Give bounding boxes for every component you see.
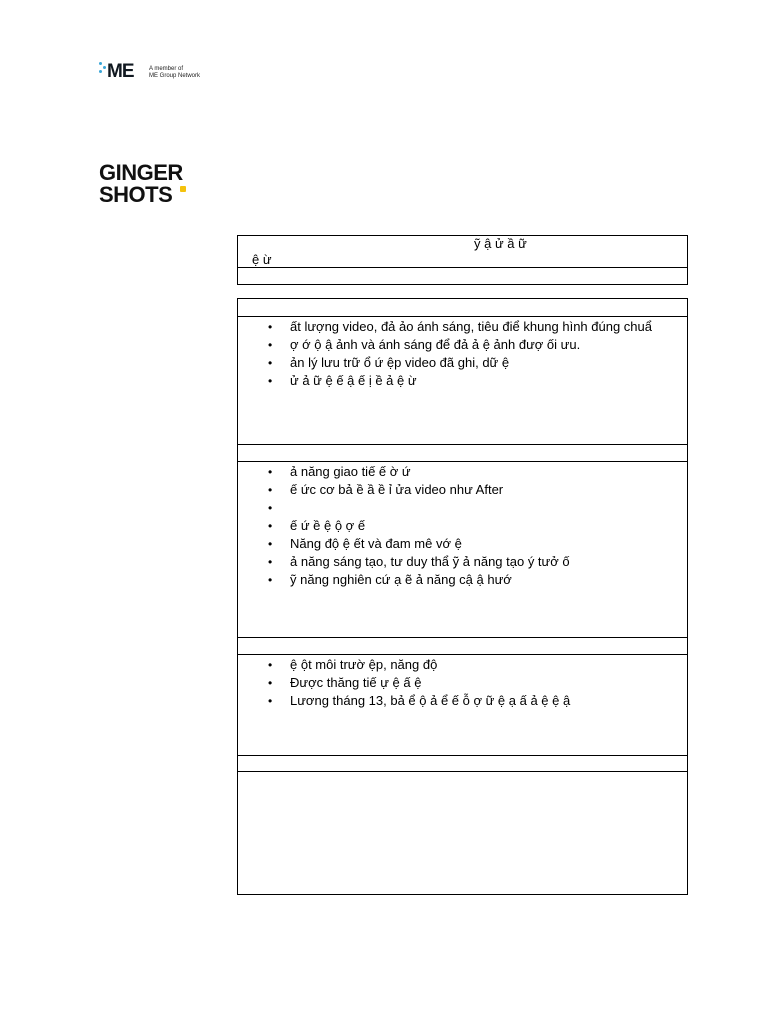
list-item: • ế ức cơ bả ề ầ ề ỉ ửa video như After — [252, 482, 683, 498]
me-logo-mark: ME — [107, 61, 134, 82]
requirements-header — [238, 445, 687, 462]
requirements-section — [237, 444, 688, 638]
brand-dot-icon — [180, 186, 186, 192]
brand-logo-line1: GINGER — [99, 160, 183, 185]
list-item: • ế ứ ề ệ ộ ợ ế — [252, 518, 683, 534]
benefits-header — [238, 638, 687, 655]
list-item: • ất lượng video, đả ảo ánh sáng, tiêu điể khung hình đúng chuẩ — [252, 319, 683, 335]
list-item: • Được thăng tiế ự ệ ấ ệ — [252, 675, 683, 691]
job-title-box — [237, 235, 688, 285]
job-title-row — [238, 236, 687, 268]
me-group-logo — [99, 60, 219, 88]
contact-header — [238, 756, 687, 772]
list-item: • Năng độ ệ ết và đam mê vớ ệ — [252, 536, 683, 552]
job-title-line1: ỹ ậ ử ầ ữ — [474, 236, 527, 251]
duties-list — [238, 317, 687, 389]
list-item: • ỹ năng nghiên cứ ạ ẽ ả năng cậ ậ hướ — [252, 572, 683, 588]
list-item: • ản lý lưu trữ ổ ứ ệp video đã ghi, dữ ệ — [252, 355, 683, 371]
job-title-line2: ệ ừ — [252, 252, 272, 267]
list-item: • ả năng sáng tạo, tư duy thẩ ỹ ả năng tạo ý tưở ố — [252, 554, 683, 570]
contact-section — [237, 755, 688, 895]
requirements-list — [238, 462, 687, 588]
list-item: • Lương tháng 13, bả ể ộ ả ể ế ỗ ợ ữ ệ ạ ấ ả ệ ệ ậ — [252, 693, 683, 709]
me-logo-tagline: A member of ME Group Network — [149, 66, 201, 79]
list-spacer — [252, 500, 683, 516]
logo-dot-icon — [99, 70, 102, 73]
list-item: • ệ ột môi trườ ệp, năng độ — [252, 657, 683, 673]
duties-header — [238, 299, 687, 317]
logo-dot-icon — [103, 66, 106, 69]
brand-logo-line2: SHOTS — [99, 182, 173, 207]
logo-dot-icon — [99, 62, 102, 65]
ginger-shots-logo — [99, 162, 199, 210]
list-item: • ợ ớ ộ ậ ảnh và ánh sáng để đả ả ệ ảnh đượ ối ưu. — [252, 337, 683, 353]
list-item: • ả năng giao tiế ế ờ ứ — [252, 464, 683, 480]
benefits-list — [238, 655, 687, 709]
benefits-section — [237, 637, 688, 756]
list-item: • ử ả ữ ệ ế ậ ế ị ề ả ệ ừ — [252, 373, 683, 389]
duties-section — [237, 298, 688, 445]
